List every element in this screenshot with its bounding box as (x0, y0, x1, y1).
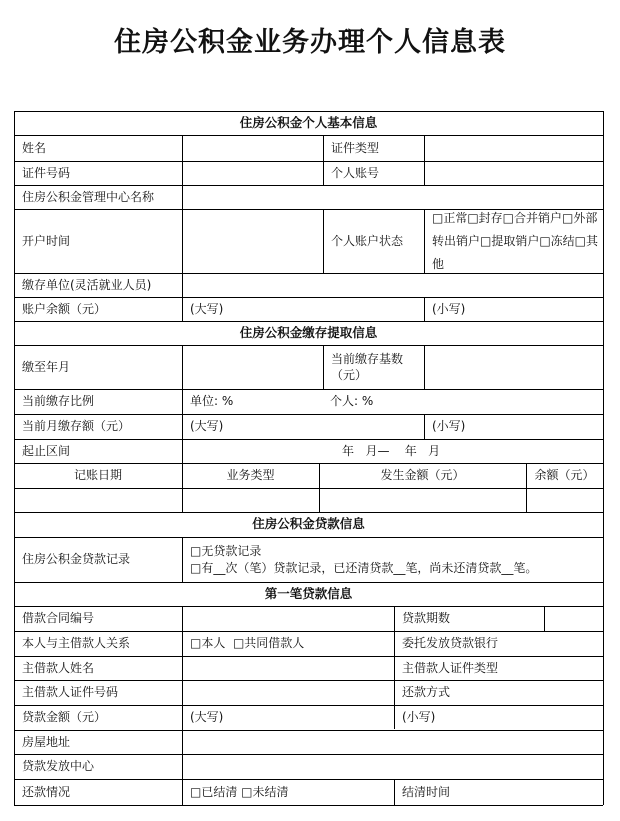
section-loan-title: 住房公积金贷款信息 (252, 516, 365, 532)
col-balance: 余额（元） (534, 468, 595, 483)
col-record-date: 记账日期 (73, 468, 122, 483)
label-id-number: 证件号码 (22, 165, 71, 180)
label-account-status: 个人账户状态 (331, 233, 404, 248)
info-form-table (14, 111, 603, 805)
unit-ratio-field[interactable]: 单位: % (190, 394, 234, 409)
monthly-lower[interactable]: (小写) (432, 419, 466, 434)
loan-record-options[interactable] (182, 537, 603, 582)
id-number-field[interactable] (182, 161, 323, 185)
range-field[interactable]: 年 月— 年 月 (342, 443, 441, 458)
loan-term-field[interactable] (544, 606, 603, 631)
label-main-borrower-id-no: 主借款人证件号码 (22, 685, 119, 700)
loan-amount-lower[interactable]: (小写) (402, 710, 436, 725)
section-basic-title: 住房公积金个人基本信息 (239, 114, 378, 130)
monthly-upper[interactable]: (大写) (190, 419, 224, 434)
label-loan-center: 贷款发放中心 (22, 759, 95, 774)
label-id-type: 证件类型 (331, 140, 380, 155)
name-field[interactable] (182, 135, 323, 161)
label-house-address: 房屋地址 (22, 734, 71, 749)
label-name: 姓名 (22, 140, 47, 155)
open-time-field[interactable] (182, 209, 323, 273)
label-lending-bank: 委托发放贷款银行 (402, 636, 499, 651)
account-number-field[interactable] (424, 161, 603, 185)
center-name-field[interactable] (182, 185, 603, 209)
contract-no-field[interactable] (182, 606, 394, 631)
loan-center-field[interactable] (182, 754, 603, 779)
label-balance: 账户余额（元） (22, 301, 107, 316)
has-loan-record-option[interactable]: □有__次（笔）贷款记录，已还清贷款__笔，尚未还清贷款__笔。 (190, 560, 538, 575)
label-center-name: 住房公积金管理中心名称 (22, 189, 155, 204)
label-employer: 缴存单位(灵活就业人员) (22, 277, 152, 292)
label-open-time: 开户时间 (22, 233, 71, 248)
label-deposit-base: 当前缴存基数（元） (331, 351, 404, 382)
col-amount: 发生金额（元） (380, 468, 465, 483)
label-loan-amount: 贷款金额（元） (22, 710, 107, 725)
label-main-borrower-id-type: 主借款人证件类型 (402, 660, 499, 675)
label-monthly-amount: 当前月缴存额（元） (22, 419, 131, 434)
relation-options[interactable]: □本人 □共同借款人 (190, 636, 305, 651)
account-status-options[interactable]: □正常□封存□合并销户□外部转出销户□提取销户□冻结□其他 (432, 210, 599, 271)
id-type-field[interactable] (424, 135, 603, 161)
section-first-loan-title: 第一笔贷款信息 (264, 585, 353, 601)
business-type-cell[interactable] (182, 488, 319, 512)
page-title: 住房公积金业务办理个人信息表 (114, 27, 506, 58)
col-business-type: 业务类型 (226, 468, 275, 483)
loan-amount-upper[interactable]: (大写) (190, 710, 224, 725)
paid-until-field[interactable] (182, 345, 323, 389)
main-borrower-name-field[interactable] (182, 656, 394, 680)
label-paid-until: 缴至年月 (22, 359, 71, 374)
label-deposit-ratio: 当前缴存比例 (22, 394, 95, 409)
balance-lower[interactable]: (小写) (432, 301, 466, 316)
balance-cell[interactable] (526, 488, 603, 512)
label-main-borrower-name: 主借款人姓名 (22, 660, 95, 675)
label-contract-no: 借款合同编号 (22, 611, 95, 626)
deposit-base-field[interactable] (424, 345, 603, 389)
label-loan-term: 贷款期数 (402, 611, 451, 626)
balance-upper[interactable]: (大写) (190, 301, 224, 316)
employer-field[interactable] (182, 273, 603, 297)
no-loan-record-option[interactable]: □无贷款记录 (190, 544, 262, 559)
label-relation: 本人与主借款人关系 (22, 636, 131, 651)
record-date-cell[interactable] (14, 488, 182, 512)
label-repay-status: 还款情况 (22, 784, 71, 799)
label-range: 起止区间 (22, 443, 71, 458)
label-repay-method: 还款方式 (402, 685, 451, 700)
label-settle-time: 结清时间 (402, 784, 451, 799)
main-borrower-id-no-field[interactable] (182, 680, 394, 705)
amount-cell[interactable] (319, 488, 526, 512)
label-account-number: 个人账号 (331, 165, 380, 180)
section-deposit-title: 住房公积金缴存提取信息 (239, 324, 378, 340)
house-address-field[interactable] (182, 730, 603, 754)
label-loan-record: 住房公积金贷款记录 (22, 552, 131, 567)
person-ratio-field[interactable]: 个人: % (330, 394, 374, 409)
repay-status-options[interactable]: □已结清 □未结清 (190, 784, 289, 799)
